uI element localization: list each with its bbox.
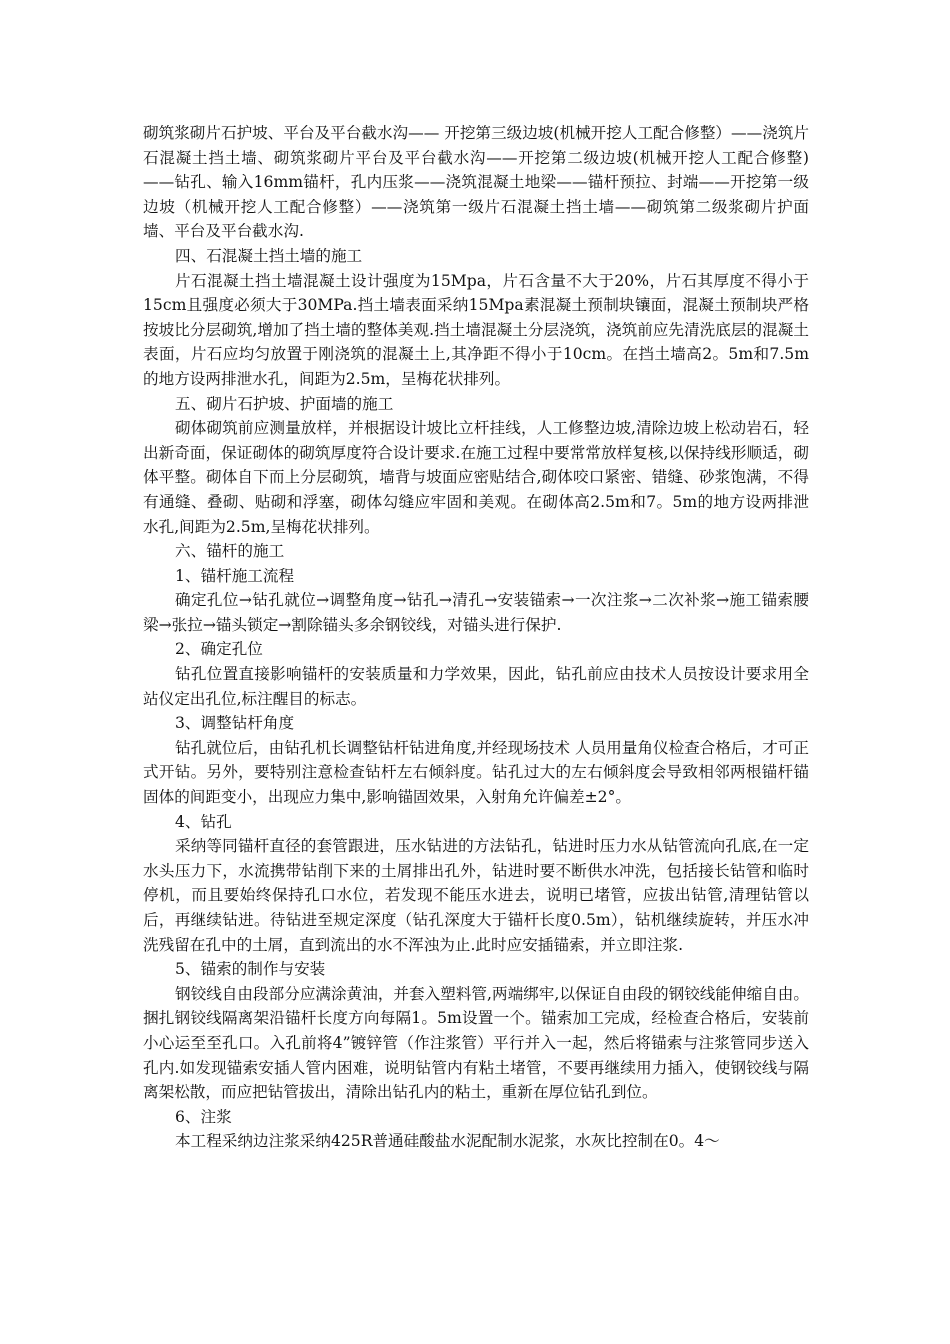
document-body [143, 121, 809, 1154]
subsection-heading-hole-position: 2、确定孔位 [175, 640, 263, 659]
paragraph-anchor-process: 确定孔位→钻孔就位→调整角度→钻孔→清孔→安装锚索→一次注浆→二次补浆→施工锚索腰梁→张拉→锚头锁定→割除锚头多余钢铰线，对锚头进行保护. [143, 591, 809, 634]
paragraph-hole-position: 钻孔位置直接影响锚杆的安装质量和力学效果，因此，钻孔前应由技术人员按设计要求用全站仪定出孔位,标注醒目的标志。 [143, 665, 809, 708]
paragraph-drill-angle: 钻孔就位后，由钻孔机长调整钻杆钻进角度,并经现场技术 人员用量角仪检查合格后，才可正式开钻。另外，要特别注意检查钻杆左右倾斜度。钻孔过大的左右倾斜度会导致相邻两根锚杆锚固体的间距变小，出现应力集中,影响锚固效果，入射角允许偏差±2°。 [143, 738, 809, 807]
subsection-heading-grouting: 6、注浆 [175, 1107, 232, 1126]
section-heading-retaining-wall: 四、石混凝土挡土墙的施工 [175, 246, 363, 265]
subsection-heading-anchor-process: 1、锚杆施工流程 [175, 566, 295, 585]
paragraph-slope-protection: 砌体砌筑前应测量放样，并根据设计坡比立杆挂线，人工修整边坡,清除边坡上松动岩石，轻出新奇面，保证砌体的砌筑厚度符合设计要求.在施工过程中要常常放样复核,以保持线形顺适，砌体平整。砌体自下而上分层砌筑，墙背与坡面应密贴结合,砌体咬口紧密、错缝、砂浆饱满，不得有通缝、叠砌、贴砌和浮塞，砌体勾缝应牢固和美观。在砌体高2.5m和7。5m的地方设两排泄水孔,间距为2.5m,呈梅花状排列。 [143, 419, 809, 536]
paragraph-construction-sequence: 砌筑浆砌片石护坡、平台及平台截水沟—— 开挖第三级边坡(机械开挖人工配合修整）——浇筑片石混凝土挡土墙、砌筑浆砌片平台及平台截水沟——开挖第二级边坡(机械开挖人工配合修整)——钻孔、输入16mm锚杆，孔内压浆——浇筑混凝土地梁——锚杆预拉、封端——开挖第一级边坡（机械开挖人工配合修整）——浇筑第一级片石混凝土挡土墙——砌筑第二级浆砌片护面墙、平台及平台截水沟. [143, 124, 809, 241]
section-heading-anchor-construction: 六、锚杆的施工 [175, 542, 285, 561]
section-heading-slope-protection: 五、砌片石护坡、护面墙的施工 [175, 394, 394, 413]
subsection-heading-drill-angle: 3、调整钻杆角度 [175, 714, 295, 733]
paragraph-anchor-cable: 钢铰线自由段部分应满涂黄油，并套入塑料管,两端绑牢,以保证自由段的钢铰线能伸缩自由。捆扎钢铰线隔离架沿锚杆长度方向每隔1。5m设置一个。锚索加工完成，经检查合格后，安装前小心运至至孔口。入孔前将4”镀锌管（作注浆管）平行并入一起，然后将锚索与注浆管同步送入孔内.如发现锚索安插人管内困难，说明钻管内有粘土堵管，不要再继续用力插入，使钢铰线与隔离架松散，而应把钻管拔出，清除出钻孔内的粘土，重新在厚位钻孔到位。 [143, 984, 809, 1102]
paragraph-retaining-wall: 片石混凝土挡土墙混凝土设计强度为15Mpa，片石含量不大于20%，片石其厚度不得小于15cm且强度必须大于30MPa.挡土墙表面采纳15Mpa素混凝土预制块镶面，混凝土预制块严格按坡比分层砌筑,增加了挡土墙的整体美观.挡土墙混凝土分层浇筑，浇筑前应先清洗底层的混凝土表面，片石应均匀放置于刚浇筑的混凝土上,其净距不得小于10cm。在挡土墙高2。5m和7.5m的地方设两排泄水孔，间距为2.5m，呈梅花状排列。 [143, 271, 809, 388]
paragraph-drilling: 采纳等同锚杆直径的套管跟进，压水钻进的方法钻孔，钻进时压力水从钻管流向孔底,在一定水头压力下，水流携带钻削下来的土屑排出孔外，钻进时要不断供水冲洗，包括接长钻管和临时停机，而且要始终保持孔口水位，若发现不能压水进去，说明已堵管，应拔出钻管,清理钻管以后，再继续钻进。待钻进至规定深度（钻孔深度大于锚杆长度0.5m），钻机继续旋转，并压水冲洗残留在孔中的土屑，直到流出的水不浑浊为止.此时应安插锚索，并立即注浆. [143, 837, 809, 954]
subsection-heading-anchor-cable: 5、锚索的制作与安装 [175, 960, 326, 979]
subsection-heading-drilling: 4、钻孔 [175, 812, 232, 831]
paragraph-grouting: 本工程采纳边注浆采纳425R普通硅酸盐水泥配制水泥浆，水灰比控制在0。4～ [175, 1132, 720, 1151]
